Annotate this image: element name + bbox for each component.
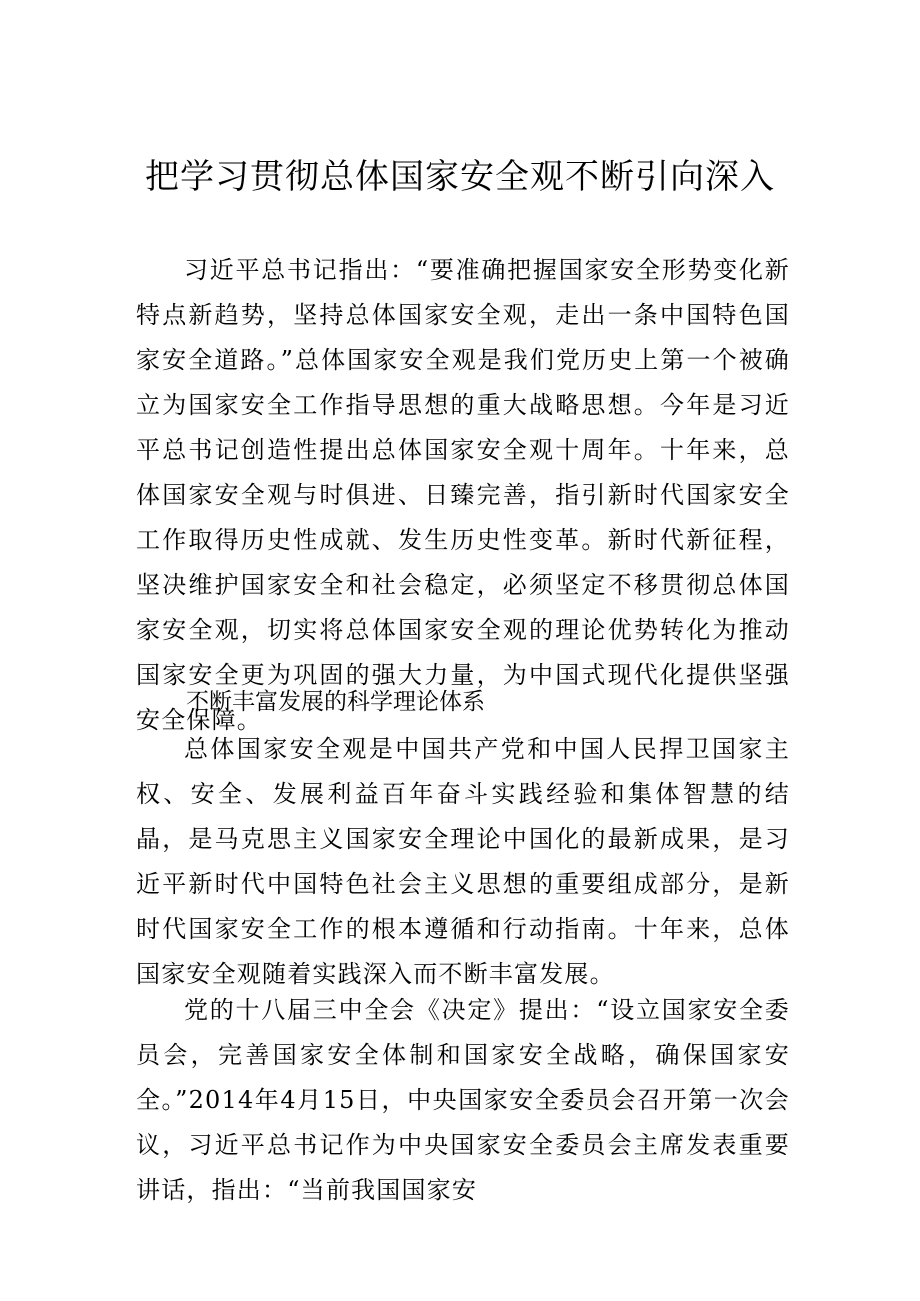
section-paragraph-2: 党的十八届三中全会《决定》提出：“设立国家安全委员会，完善国家安全体制和国家安全战略，确保国家安全。”2014年4月15日，中央国家安全委员会召开第一次会议，习近平总书记作为中央国家安全委员会主席发表重要讲话，指出：“当前我国国家安: [136, 996, 790, 1204]
section-paragraph-1: 总体国家安全观是中国共产党和中国人民捍卫国家主权、安全、发展利益百年奋斗实践经验和集体智慧的结晶，是马克思主义国家安全理论中国化的最新成果，是习近平新时代中国特色社会主义思想的重要组成部分，是新时代国家安全工作的根本遵循和行动指南。十年来，总体国家安全观随着实践深入而不断丰富发展。: [136, 735, 790, 988]
section-heading: 不断丰富发展的科学理论体系: [186, 689, 485, 715]
intro-paragraph: 习近平总书记指出：“要准确把握国家安全形势变化新特点新趋势，坚持总体国家安全观，走出一条中国特色国家安全道路。”总体国家安全观是我们党历史上第一个被确立为国家安全工作指导思想的重大战略思想。今年是习近平总书记创造性提出总体国家安全观十周年。十年来，总体国家安全观与时俱进、日臻完善，指引新时代国家安全工作取得历史性成就、发生历史性变革。新时代新征程，坚决维护国家安全和社会稳定，必须坚定不移贯彻总体国家安全观，切实将总体国家安全观的理论优势转化为推动国家安全更为巩固的强大力量，为中国式现代化提供坚强安全保障。: [136, 256, 790, 734]
document-title: 把学习贯彻总体国家安全观不断引向深入: [145, 157, 775, 197]
